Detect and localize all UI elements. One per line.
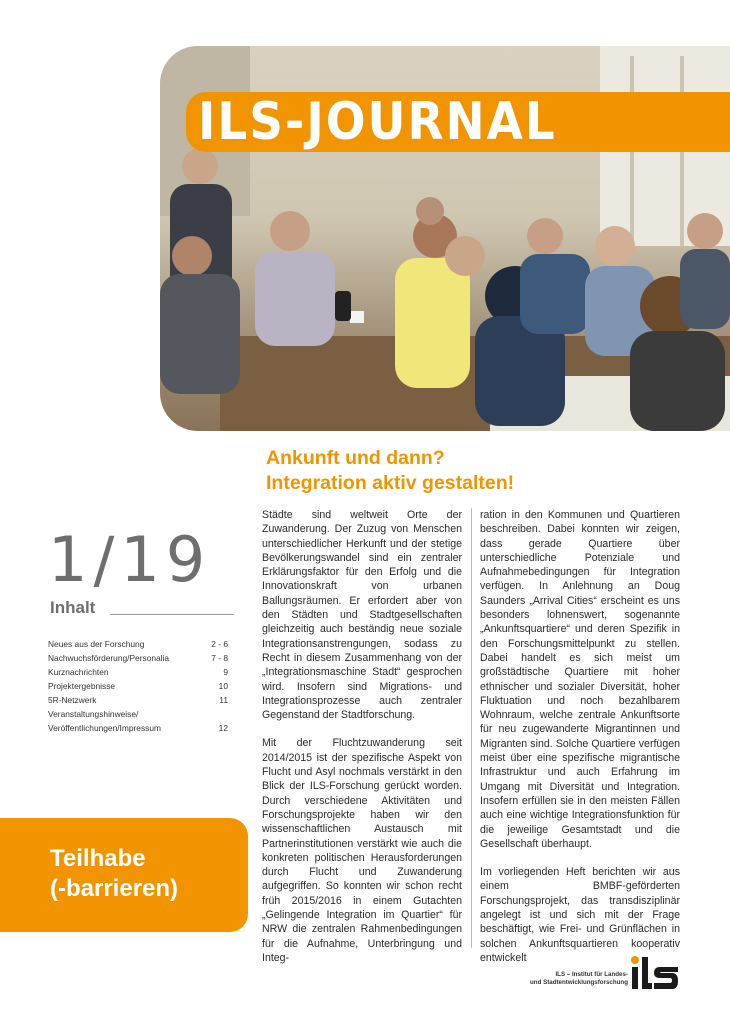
toc-item[interactable]: [48, 651, 238, 665]
article-paragraph: Städte sind weltweit Orte der Zuwanderung. Der Zuzug von Menschen unterschiedlicher Herkunft und der stetige Bevölkerungswandel sind ein zentraler Erklärungsfaktor für den Erfolg und die Innovationskraft von urbanen Ballungsräumen. Er erfordert aber von den Städten und Stadtgesellschaften gleichzeitig auch beständig neue soziale Integrationsanstrengungen, sodass zu Recht in diesem Zusammenhang von der „Integrationsmaschine Stadt“ gesprochen wird. Insofern sind Migrations- und Integrationsprozesse auch zentraler Gegenstand der Stadtforschung.: [262, 509, 462, 722]
column-divider: [471, 508, 472, 948]
toc-pages: 10: [218, 681, 228, 691]
toc-label: Veranstaltungshinweise/: [48, 709, 139, 719]
issue-number: 1/19: [48, 523, 212, 596]
toc-item[interactable]: [48, 721, 238, 735]
article-column-1: [262, 508, 462, 979]
contents-heading: Inhalt: [50, 598, 96, 617]
toc-label: Kurznachrichten: [48, 667, 109, 677]
toc-item[interactable]: [48, 707, 238, 721]
toc-item[interactable]: [48, 693, 238, 707]
toc-label: 5R-Netzwerk: [48, 695, 97, 705]
theme-box: [0, 818, 248, 932]
toc-pages: 9: [223, 667, 228, 677]
institute-line-1: ILS – Institut für Landes-: [555, 971, 628, 978]
toc-pages: 12: [218, 723, 228, 733]
institute-line-2: und Stadtentwicklungsforschung: [530, 979, 628, 986]
institute-name: [468, 971, 628, 987]
journal-title-banner: [186, 92, 730, 152]
article-headline: [266, 446, 514, 496]
toc-label: Veröffentlichungen/Impressum: [48, 723, 161, 733]
headline-line-1: Ankunft und dann?: [266, 447, 445, 469]
article-paragraph: ration in den Kommunen und Quartieren beschreiben. Dabei konnten wir zeigen, dass gerade Quartiere über unterschiedliche Potenziale und Aufnahmebedingungen für Integration verfügen. In Anlehnung an Doug Saunders „Arrival Cities“ erscheint es uns besonders lohnenswert, sogenannte „Ankunftsquartiere“ und deren Spezifik in den Forschungsmittelpunkt zu stellen. Dabei handelt es sich meist um großstädtische Quartiere mit hoher ethnischer und sozialer Diversität, hoher Fluktuation und noch bezahlbarem Wohnraum, welche zentrale Ankunftsorte für neu zugewanderte Migrantinnen und Migranten sind. Solche Quartiere verfügen meist über eine spezifische migrantische Infrastruktur und auch Erfahrung im Umgang mit Diversität und Integration. Insofern erfüllen sie in den meisten Fällen auch eine wichtige Integrationsfunktion für die jeweilige Gesamtstadt und die Gesellschaft überhaupt.: [480, 509, 680, 850]
toc-label: Projektergebnisse: [48, 681, 116, 691]
toc-item[interactable]: [48, 679, 238, 693]
theme-title: [50, 844, 178, 904]
article-paragraph: Mit der Fluchtzuwanderung seit 2014/2015 ist der spezifische Aspekt von Flucht und Asyl nochmals verstärkt in den Blick der ILS-Forschung gerückt worden. Durch verschiedene Aktivitäten und Forschungsprojekte haben wir den wissenschaftlichen Austausch mit Partnerinstitutionen verstärkt wie auch die konkreten politischen Herausforderungen durch Flucht und Zuwanderung aufgegriffen. So konnten wir schon recht früh 2015/2016 in einem Gutachten „Gelingende Integration im Quartier“ für NRW die zentralen Rahmenbedingungen für die Aufnahme, Unterbringung und Integ-: [262, 737, 462, 964]
contents-divider: [110, 614, 234, 615]
toc-label: Nachwuchsförderung/Personalia: [48, 653, 170, 663]
theme-line-2: (-barrieren): [50, 875, 179, 902]
article-column-2: [480, 508, 680, 979]
ils-logo-icon: [630, 955, 680, 991]
toc-pages: 11: [219, 695, 228, 705]
article-paragraph: Im vorliegenden Heft berichten wir aus einem BMBF-geförderten Forschungsprojekt, das transdisziplinär angelegt ist und sich mit der Frage beschäftigt, wie Frei- und Grünflächen in solchen Ankunftsquartieren kooperativ entwickelt: [480, 866, 680, 964]
toc-item[interactable]: [48, 637, 238, 651]
headline-line-2: Integration aktiv gestalten!: [266, 472, 515, 494]
toc-pages: 7 - 8: [211, 653, 228, 663]
toc-label: Neues aus der Forschung: [48, 639, 145, 649]
toc-pages: 2 - 6: [211, 639, 228, 649]
journal-title: ILS-JOURNAL: [198, 92, 557, 152]
theme-line-1: Teilhabe: [50, 845, 146, 872]
table-of-contents: [48, 637, 238, 735]
toc-item[interactable]: [48, 665, 238, 679]
